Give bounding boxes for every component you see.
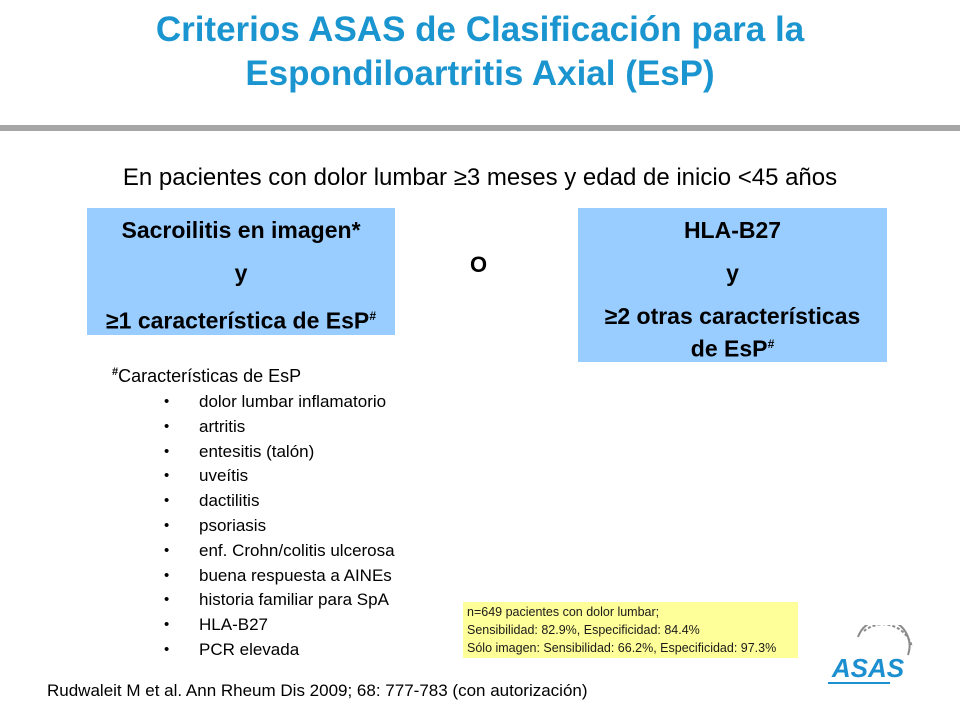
imaging-arm-mark: #: [369, 309, 376, 323]
clinical-arm-line-3a: ≥2 otras características: [604, 303, 861, 329]
logo-text: ASAS: [831, 653, 905, 683]
slide-title: [0, 8, 960, 96]
bullet-icon: •: [164, 442, 170, 460]
feature-label: psoriasis: [199, 515, 267, 535]
or-label: O: [470, 252, 488, 277]
clinical-arm-mark: #: [767, 337, 775, 351]
imaging-arm-connector: y: [234, 260, 248, 286]
bullet-icon: •: [164, 516, 170, 534]
feature-label: HLA-B27: [199, 615, 268, 635]
feature-label: PCR elevada: [199, 639, 300, 659]
clinical-arm-box: [578, 208, 887, 362]
bullet-icon: •: [164, 492, 170, 510]
title-line-1: Criterios ASAS de Clasificación para la: [155, 10, 805, 49]
clinical-arm-line-3b: de EsP#: [690, 335, 775, 362]
clinical-arm-line-1: HLA-B27: [683, 217, 782, 243]
bullet-icon: •: [164, 541, 170, 559]
stats-line-3: Sólo imagen: Sensibilidad: 66.2%, Especificidad: 97.3%: [467, 641, 777, 655]
feature-item: [112, 514, 395, 539]
feature-item: [112, 489, 395, 514]
features-mark: #: [112, 366, 119, 378]
bullet-icon: •: [164, 417, 170, 435]
feature-item: [112, 390, 395, 415]
imaging-arm-box: [87, 208, 395, 335]
feature-label: artritis: [199, 416, 246, 436]
feature-item: [112, 613, 395, 638]
feature-item: [112, 440, 395, 465]
stats-line-2: Sensibilidad: 82.9%, Especificidad: 84.4%: [467, 623, 700, 637]
asas-logo-icon: [820, 625, 916, 697]
feature-label: entesitis (talón): [199, 441, 315, 461]
feature-item: [112, 588, 395, 613]
feature-label: buena respuesta a AINEs: [199, 565, 392, 585]
bullet-icon: •: [164, 566, 170, 584]
stats-line-1: n=649 pacientes con dolor lumbar;: [467, 605, 660, 619]
features-list: [112, 390, 395, 663]
imaging-arm-line-3: ≥1 característica de EsP#: [106, 307, 376, 334]
title-divider: [0, 125, 960, 131]
bullet-icon: •: [164, 591, 170, 609]
bullet-icon: •: [164, 467, 170, 485]
feature-label: historia familiar para SpA: [199, 590, 389, 610]
imaging-arm-line-1: Sacroilitis en imagen*: [121, 217, 361, 243]
title-line-2: Espondiloartritis Axial (EsP): [245, 54, 715, 93]
feature-item: [112, 638, 395, 663]
stats-box: [463, 602, 798, 658]
bullet-icon: •: [164, 640, 170, 658]
bullet-icon: •: [164, 616, 170, 634]
clinical-arm-connector: y: [726, 260, 739, 286]
feature-label: dactilitis: [199, 491, 260, 511]
feature-label: uveítis: [199, 466, 249, 486]
premise-text: En pacientes con dolor lumbar ≥3 meses y edad de inicio <45 años: [122, 164, 838, 191]
feature-label: enf. Crohn/colitis ulcerosa: [199, 540, 395, 560]
feature-item: [112, 539, 395, 564]
bullet-icon: •: [164, 393, 170, 410]
feature-label: dolor lumbar inflamatorio: [199, 392, 387, 411]
features-list-section: [112, 360, 395, 663]
feature-item: [112, 464, 395, 489]
feature-item: [112, 564, 395, 589]
citation: Rudwaleit M et al. Ann Rheum Dis 2009; 68: 777-783 (con autorización): [47, 681, 588, 700]
feature-item: [112, 415, 395, 440]
features-title: #Características de EsP: [112, 366, 302, 386]
